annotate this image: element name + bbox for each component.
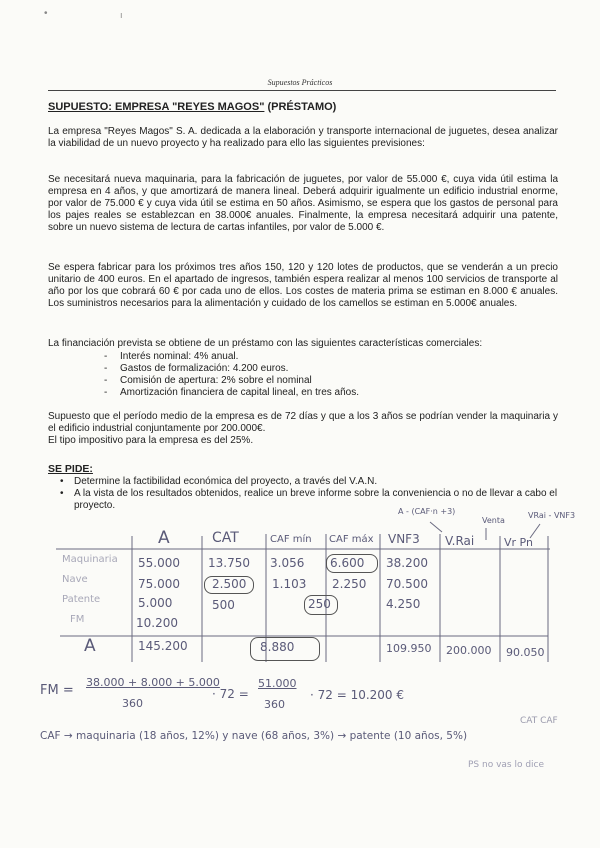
table-cell: 6.600: [330, 556, 365, 570]
scan-mark: ı: [120, 10, 123, 20]
table-cell: 2.500: [212, 577, 247, 591]
scan-mark: •: [44, 8, 48, 19]
arrow-line: [430, 522, 442, 532]
total-cell: 90.050: [506, 646, 545, 659]
row-label: Nave: [62, 574, 88, 585]
list-item: - Interés nominal: 4% anual.: [104, 351, 239, 362]
table-cell: 3.056: [270, 556, 305, 570]
cat-caf-label: CAT CAF: [520, 716, 558, 726]
paragraph-income: Se espera fabricar para los próximos tres años 150, 120 y 120 lotes de productos, que se venderán a un precio unitario de 400 euros. En el apartado de ingresos, también espera realizar al menos 100 servicios de transporte al año por los que cobrará 60 € por cada uno de ellos. Los costes de materia prima se estiman en 8.000 € anuales. Los suministros necesarios para la alimentación y cuidado de los camellos se estiman en 5.000€ anuales.: [48, 262, 558, 309]
paragraph-intro: La empresa "Reyes Magos" S. A. dedicada a la elaboración y transporte internacional de juguetes, desea analizar la viabilidad de un nuevo proyecto y ha realizado para ello las siguientes previsiones:: [48, 126, 558, 149]
list-item: • Determine la factibilidad económica del proyecto, a través del V.A.N.: [60, 476, 560, 488]
row-label: FM: [70, 614, 85, 625]
total-label: A: [84, 636, 96, 656]
table-header: CAT: [212, 530, 239, 546]
fm-numerator: 51.000: [258, 677, 297, 690]
table-cell: 5.000: [138, 596, 173, 610]
fm-multiplier: · 72 =: [212, 687, 249, 701]
ps-note: PS no vas lo dice: [468, 760, 545, 770]
fm-denominator: 360: [122, 697, 143, 710]
total-cell: 200.000: [446, 644, 492, 657]
fm-numerator: 38.000 + 8.000 + 5.000: [86, 676, 220, 689]
total-cell: 8.880: [260, 640, 295, 654]
list-item: - Gastos de formalización: 4.200 euros.: [104, 363, 289, 374]
table-header: CAF mín: [270, 534, 312, 545]
table-cell: 250: [308, 597, 331, 611]
table-header: A: [158, 528, 170, 548]
list-item: - Amortización financiera de capital lineal, en tres años.: [104, 387, 360, 398]
table-cell: 55.000: [138, 556, 180, 570]
table-header: Vr Pn: [504, 536, 533, 549]
se-pide-heading: SE PIDE:: [48, 463, 93, 475]
total-cell: 145.200: [138, 639, 188, 653]
row-label: Maquinaria: [62, 554, 118, 565]
table-cell: 75.000: [138, 577, 180, 591]
table-cell: 70.500: [386, 577, 428, 591]
circle-mark: [304, 595, 338, 615]
table-cell: 38.200: [386, 556, 428, 570]
circle-mark: [326, 554, 378, 573]
paragraph-period: Supuesto que el período medio de la empresa es de 72 días y que a los 3 años se podrían vender la maquinaria y el edificio industrial conjuntamente por 200.000€.: [48, 411, 558, 434]
title-suffix: (PRÉSTAMO): [264, 101, 337, 113]
table-header: CAF máx: [329, 534, 374, 545]
fm-denominator: 360: [264, 698, 285, 711]
annotation-vrai: VRai - VNF3: [528, 511, 576, 520]
circle-mark: [204, 576, 254, 594]
fm-formula-label: FM =: [40, 683, 74, 698]
caf-note: CAF → maquinaria (18 años, 12%) y nave (68 años, 3%) → patente (10 años, 5%): [40, 730, 468, 742]
running-header: Supuestos Prácticos: [267, 78, 333, 87]
table-cell: 500: [212, 598, 235, 612]
table-cell: 13.750: [208, 556, 250, 570]
table-cell: 2.250: [332, 577, 367, 591]
table-header: V.Rai: [445, 534, 475, 548]
list-item: • A la vista de los resultados obtenidos, realice un breve informe sobre la conveniencia o no de llevar a cabo el proyecto.: [60, 488, 560, 512]
annotation-a-caf: A - (CAF·n +3): [398, 507, 456, 516]
table-cell: 1.103: [272, 577, 307, 591]
title-main: SUPUESTO: EMPRESA "REYES MAGOS": [48, 101, 265, 113]
total-cell: 109.950: [386, 642, 432, 655]
paragraph-investments: Se necesitará nueva maquinaria, para la fabricación de juguetes, por valor de 55.000 €, cuya vida útil estima la empresa en 4 años, y que amortizará de manera lineal. Deberá adquirir igualmente un edificio industrial enorme, por valor de 75.000 € y cuya vida útil se estima en 50 años. Asimismo, se espera que los gastos de personal para los pajes reales se establezcan en 38.000€ anuales. Finalmente, la empresa necesitará adquirir una patente, sobre un nuevo sistema de lectura de cartas infantiles, por valor de 5.000 €.: [48, 174, 558, 233]
table-cell: 10.200: [136, 616, 178, 630]
table-cell: 4.250: [386, 597, 421, 611]
fm-result: · 72 = 10.200 €: [310, 688, 405, 702]
annotation-venta: Venta: [482, 516, 505, 525]
list-item: - Comisión de apertura: 2% sobre el nominal: [104, 375, 312, 386]
paragraph-financing: La financiación prevista se obtiene de un préstamo con las siguientes características comerciales:: [48, 338, 483, 349]
table-header: VNF3: [388, 532, 420, 546]
row-label: Patente: [62, 594, 101, 605]
paragraph-tax: El tipo impositivo para la empresa es del 25%.: [48, 435, 254, 446]
